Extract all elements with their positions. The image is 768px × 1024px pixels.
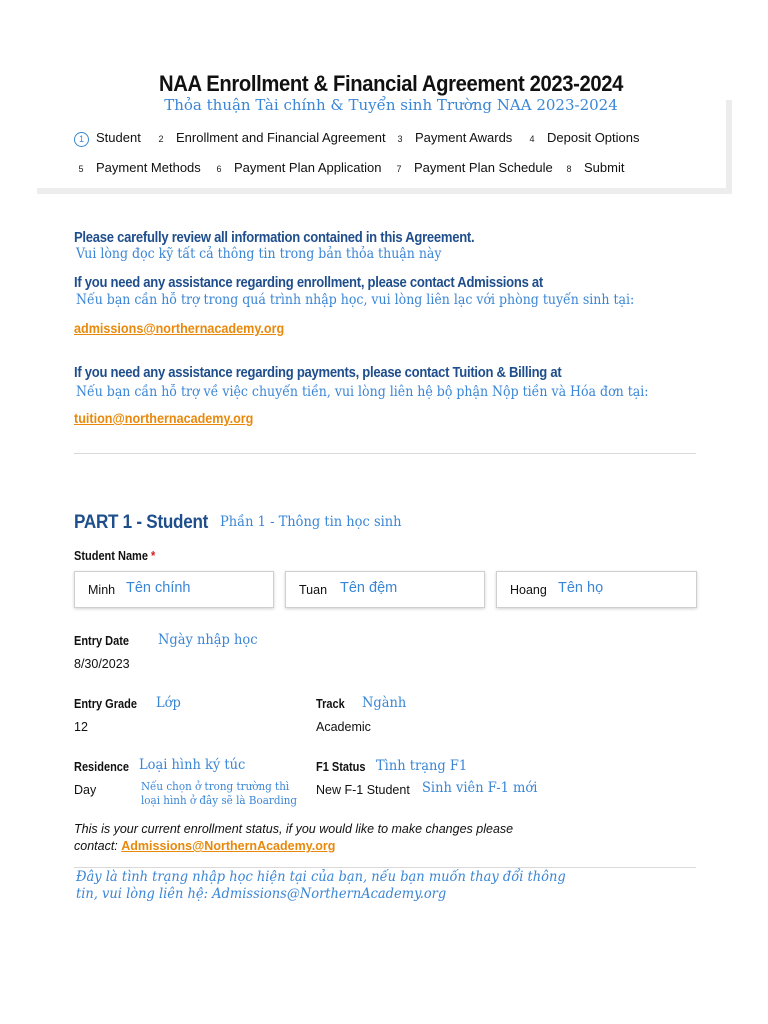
step-submit[interactable] — [562, 160, 624, 175]
step-label: Payment Methods — [96, 160, 201, 175]
step-deposit-options[interactable] — [525, 130, 640, 145]
step-number: 8 — [566, 164, 572, 174]
step-number: 7 — [396, 164, 402, 174]
middle-name-value: Tuan — [299, 583, 328, 597]
step-label: Payment Plan Schedule — [414, 160, 553, 175]
middle-name-hint-vi: Tên đệm — [340, 580, 398, 596]
step-number: 4 — [529, 134, 535, 144]
section-divider — [74, 453, 696, 454]
student-name-label — [74, 549, 155, 563]
step-number-active: 1 — [74, 132, 89, 147]
entry-grade-label-vi: Lớp — [156, 695, 181, 711]
f1-status-label-vi: Tình trạng F1 — [376, 758, 468, 774]
part1-title: PART 1 - Student — [74, 512, 209, 533]
step-number: 5 — [78, 164, 84, 174]
student-name-label-text: Student Name — [74, 549, 148, 563]
step-student[interactable] — [74, 130, 141, 147]
page-subtitle-vi: Thỏa thuận Tài chính & Tuyển sinh Trường NAA 2023-2024 — [164, 96, 618, 114]
entry-date-value: 8/30/2023 — [74, 657, 130, 671]
first-name-value: Minh — [88, 583, 116, 597]
status-note-line1: This is your current enrollment status, if you would like to make changes please — [74, 822, 514, 836]
f1-status-value: New F-1 Student — [316, 783, 410, 797]
nav-divider — [37, 188, 732, 194]
track-label-vi: Ngành — [362, 695, 407, 711]
middle-name-field[interactable] — [285, 571, 485, 608]
tuition-help-heading: If you need any assistance regarding payments, please contact Tuition & Billing at — [74, 365, 562, 381]
status-note-vi-2: tin, vui lòng liên hệ: Admissions@NorthernAcademy.org — [76, 886, 447, 902]
entry-grade-value: 12 — [74, 720, 88, 734]
admissions-email-link[interactable]: admissions@northernacademy.org — [74, 320, 285, 336]
residence-value: Day — [74, 783, 97, 797]
step-number: 6 — [216, 164, 222, 174]
step-payment-plan-schedule[interactable] — [392, 160, 553, 175]
step-label: Enrollment and Financial Agreement — [176, 130, 386, 145]
track-value: Academic — [316, 720, 371, 734]
status-note-contact: contact: — [74, 839, 122, 853]
tuition-email-link[interactable]: tuition@northernacademy.org — [74, 410, 254, 426]
required-marker: * — [151, 549, 156, 563]
review-heading: Please carefully review all information contained in this Agreement. — [74, 230, 475, 246]
residence-note-vi-2: loại hình ở đây sẽ là Boarding — [141, 793, 298, 807]
track-label: Track — [316, 697, 345, 711]
page-title: NAA Enrollment & Financial Agreement 2023-2024 — [158, 71, 624, 96]
residence-note-vi-1: Nếu chọn ở trong trường thì — [141, 779, 290, 793]
step-label: Payment Plan Application — [234, 160, 382, 175]
status-admissions-email-link[interactable]: Admissions@NorthernAcademy.org — [121, 839, 336, 853]
tuition-help-vi: Nếu bạn cần hỗ trợ về việc chuyển tiền, vui lòng liên hệ bộ phận Nộp tiền và Hóa đơn tại: — [76, 384, 649, 400]
f1-status-value-vi: Sinh viên F-1 mới — [422, 780, 538, 796]
status-note-line2 — [74, 838, 335, 855]
entry-grade-label: Entry Grade — [74, 697, 137, 711]
review-text-vi: Vui lòng đọc kỹ tất cả thông tin trong bản thỏa thuận này — [76, 246, 442, 262]
step-enrollment-agreement[interactable] — [154, 130, 386, 145]
last-name-field[interactable] — [496, 571, 697, 608]
step-label: Submit — [584, 160, 625, 175]
step-label: Deposit Options — [547, 130, 640, 145]
last-name-hint-vi: Tên họ — [558, 580, 604, 596]
step-payment-methods[interactable] — [74, 160, 201, 175]
step-number: 3 — [397, 134, 403, 144]
entry-date-label-vi: Ngày nhập học — [158, 632, 258, 648]
step-payment-plan-application[interactable] — [212, 160, 381, 175]
last-name-value: Hoang — [510, 583, 547, 597]
nav-panel-edge — [726, 100, 732, 194]
step-label: Payment Awards — [415, 130, 513, 145]
f1-status-label: F1 Status — [316, 760, 366, 774]
residence-label-vi: Loại hình ký túc — [139, 757, 246, 773]
first-name-hint-vi: Tên chính — [126, 580, 191, 596]
admissions-help-vi: Nếu bạn cần hỗ trợ trong quá trình nhập học, vui lòng liên lạc với phòng tuyển sinh tại: — [76, 292, 635, 308]
residence-label: Residence — [74, 760, 130, 774]
step-label: Student — [96, 130, 141, 145]
entry-date-label: Entry Date — [74, 634, 130, 648]
part1-title-vi: Phần 1 - Thông tin học sinh — [220, 514, 402, 530]
first-name-field[interactable] — [74, 571, 274, 608]
step-number: 2 — [158, 134, 164, 144]
status-note-vi-1: Đây là tình trạng nhập học hiện tại của bạn, nếu bạn muốn thay đổi thông — [76, 869, 566, 885]
note-divider — [74, 867, 696, 868]
admissions-help-heading: If you need any assistance regarding enrollment, please contact Admissions at — [74, 275, 543, 291]
step-payment-awards[interactable] — [393, 130, 512, 145]
